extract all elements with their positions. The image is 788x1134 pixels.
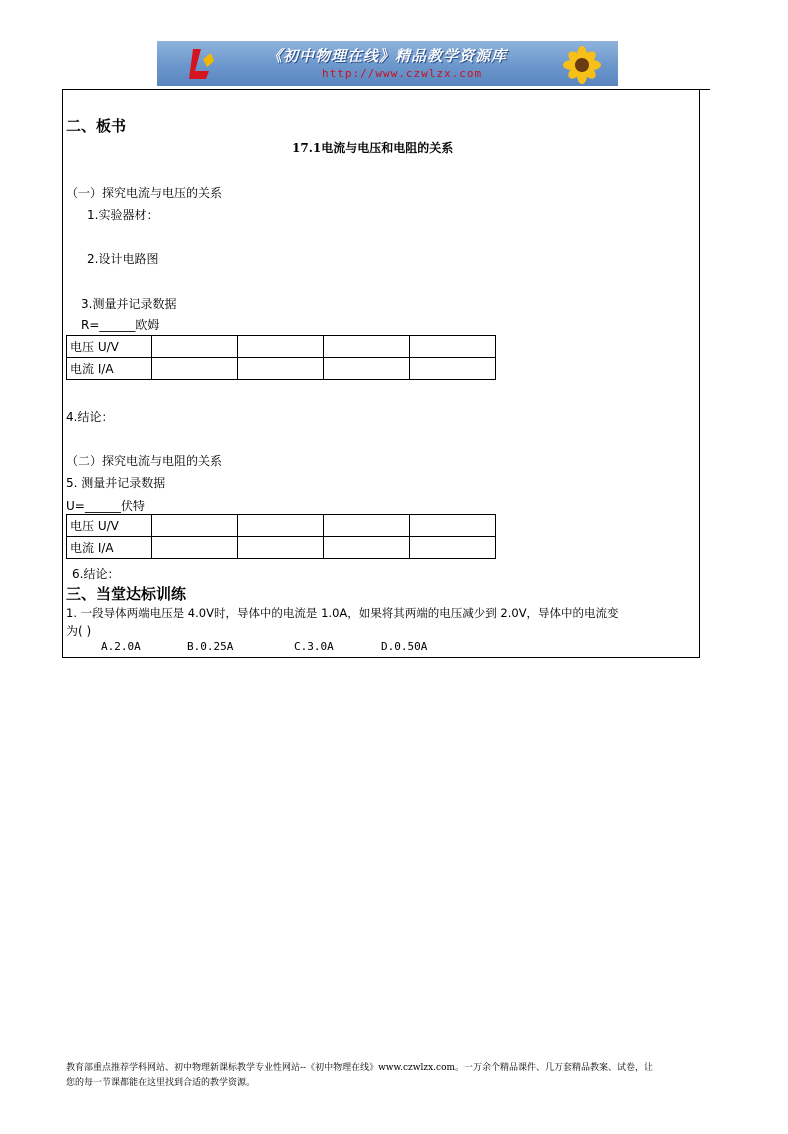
table-cell xyxy=(324,537,410,559)
item-measure-record-2: 5. 测量并记录数据 xyxy=(66,476,166,490)
item-conclusion-1: 4.结论： xyxy=(66,410,114,424)
option-c: C.3.0A xyxy=(294,640,334,653)
question-1-blank: 为( ) xyxy=(66,624,92,638)
item-circuit-diagram: 2.设计电路图 xyxy=(87,252,159,266)
row-label: 电压 U/V xyxy=(67,336,152,358)
table-cell xyxy=(324,358,410,380)
data-table-resistance xyxy=(66,514,496,559)
row-label: 电压 U/V xyxy=(67,515,152,537)
question-1-text: 1. 一段导体两端电压是 4.0V时，导体中的电流是 1.0A，如果将其两端的电压减少到 2.0V，导体中的电流变 xyxy=(66,606,619,620)
part1-heading: （一）探究电流与电压的关系 xyxy=(66,186,223,200)
section-heading-practice: 三、当堂达标训练 xyxy=(66,585,187,603)
table-cell xyxy=(152,358,238,380)
voltage-label: U=______伏特 xyxy=(66,499,145,513)
item-equipment: 1.实验器材： xyxy=(87,208,159,222)
table-cell xyxy=(410,358,496,380)
table-cell xyxy=(152,336,238,358)
table-cell xyxy=(410,537,496,559)
banner-url: http://www.czwlzx.com xyxy=(322,67,483,80)
table-cell xyxy=(238,358,324,380)
page-footer xyxy=(66,1061,716,1091)
item-conclusion-2: 6.结论： xyxy=(72,567,120,581)
table-cell xyxy=(238,537,324,559)
option-d: D.0.50A xyxy=(381,640,428,653)
sunflower-icon xyxy=(552,45,612,85)
row-label: 电流 I/A xyxy=(67,537,152,559)
logo-icon xyxy=(187,47,217,81)
table-cell xyxy=(238,336,324,358)
banner-title: 《初中物理在线》精品教学资源库 xyxy=(267,47,508,65)
section-heading-blackboard: 二、板书 xyxy=(66,117,127,135)
item-measure-record: 3.测量并记录数据 xyxy=(81,297,177,311)
table-row xyxy=(67,537,496,559)
option-a: A.2.0A xyxy=(101,640,141,653)
table-cell xyxy=(324,515,410,537)
option-b: B.0.25A xyxy=(187,640,234,653)
table-cell xyxy=(152,515,238,537)
table-cell xyxy=(152,537,238,559)
footer-line-2: 您的每一节课都能在这里找到合适的教学资源。 xyxy=(66,1078,256,1088)
table-row xyxy=(67,515,496,537)
footer-line-1: 教育部重点推荐学科网站、初中物理新课标教学专业性网站--《初中物理在线》www.czwlzx.com。一万余个精品课件、几万套精品教案、试卷，让 xyxy=(66,1063,654,1073)
part2-heading: （二）探究电流与电阻的关系 xyxy=(66,454,223,468)
table-cell xyxy=(238,515,324,537)
header-banner xyxy=(157,41,618,86)
lesson-title: 17.1电流与电压和电阻的关系 xyxy=(292,141,454,155)
data-table-voltage xyxy=(66,335,496,380)
row-label: 电流 I/A xyxy=(67,358,152,380)
table-row xyxy=(67,358,496,380)
resistance-label: R=______欧姆 xyxy=(81,318,160,332)
table-cell xyxy=(410,515,496,537)
table-row xyxy=(67,336,496,358)
table-cell xyxy=(324,336,410,358)
table-cell xyxy=(410,336,496,358)
